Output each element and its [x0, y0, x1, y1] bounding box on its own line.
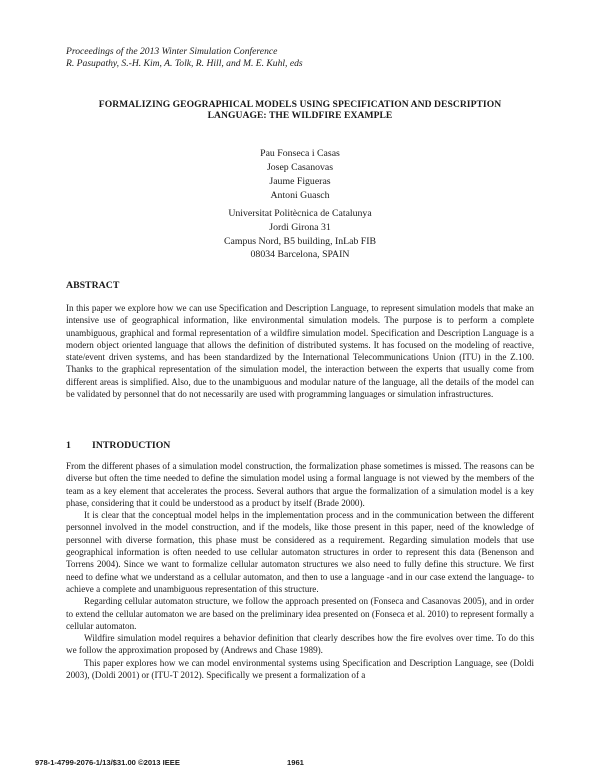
- section-heading-introduction: [66, 440, 170, 451]
- paragraph: Wildfire simulation model requires a behavior definition that clearly describes how the fire evolves over time. To do this we follow the approximation proposed by (Andrews and Chase 1989).: [66, 633, 534, 656]
- proceedings-editors: R. Pasupathy, S.-H. Kim, A. Tolk, R. Hill, and M. E. Kuhl, eds: [66, 57, 303, 69]
- abstract-text: In this paper we explore how we can use Specification and Description Language, to represent simulation models that make an intensive use of geographical information, like environmental simulation models. The purpose is to perform a complete unambiguous, graphical and formal representation of a wildfire simulation model. Specification and Description Language is a modern object oriented language that allows the definition of distributed systems. It has focused on the modeling of reactive, state/event driven systems, and has been standardized by the International Telecommunications Union (ITU) in the Z.100. Thanks to the graphical representation of the simulation model, the interaction between the experts that usually come from different areas is simplified. Also, due to the unambiguous and modular nature of the language, all the details of the model can be validated by personnel that do not necessarily are used with programming languages or simulation infrastructures.: [66, 303, 534, 399]
- proceedings-title: Proceedings of the 2013 Winter Simulation Conference: [66, 46, 278, 57]
- paragraph: From the different phases of a simulation model construction, the formalization phase sometimes is missed. The reasons can be diverse but often the time needed to define the simulation model using a formal language is not viewed by the members of the team as a key element that accelerates the process. Several authors that argue the formalization of a simulation model is a key phase, considering that it could be understood as a product by itself (Brade 2000).: [66, 461, 534, 508]
- author: Josep Casanovas: [266, 161, 334, 173]
- author: Pau Fonseca i Casas: [260, 148, 340, 159]
- affiliation-city: 08034 Barcelona, SPAIN: [250, 249, 350, 261]
- introduction-body: [66, 460, 534, 681]
- paper-title-line-2: LANGUAGE: THE WILDFIRE EXAMPLE: [207, 110, 393, 122]
- affiliation-university: Universitat Politècnica de Catalunya: [228, 208, 372, 219]
- paragraph: This paper explores how we can model environmental systems using Specification and Description Language, see (Doldi 2003), (Doldi 2001) or (ITU-T 2012). Specifically we present a formalization of a: [66, 657, 534, 681]
- paragraph: Regarding cellular automaton structure, we follow the approach presented on (Fonseca and Casanovas 2005), and in order to extend the cellular automaton we are based on the preliminary idea presented on (Fonseca et al. 2010) to represent formally a cellular automaton.: [66, 596, 534, 631]
- abstract-heading: ABSTRACT: [66, 280, 120, 291]
- section-number: 1: [66, 440, 71, 451]
- author-list: [66, 147, 534, 203]
- affiliation: [66, 207, 534, 262]
- author: Antoni Guasch: [270, 189, 330, 201]
- page-number: 1961: [287, 758, 304, 767]
- author: Jaume Figueras: [269, 175, 331, 187]
- affiliation-campus: Campus Nord, B5 building, InLab FIB: [223, 235, 377, 247]
- section-title: INTRODUCTION: [92, 440, 171, 451]
- isbn-copyright: 978-1-4799-2076-1/13/$31.00 ©2013 IEEE: [35, 758, 180, 767]
- paper-title-line-1: FORMALIZING GEOGRAPHICAL MODELS USING SPECIFICATION AND DESCRIPTION: [98, 99, 502, 110]
- proceedings-header: [66, 46, 536, 69]
- paragraph: It is clear that the conceptual model helps in the implementation process and in the communication between the different personnel involved in the model construction, and if the models, like those present in this paper, need of the knowledge of personnel with diverse formation, this phase must be considered as a requirement. Regarding simulation models that use geographical information is often needed to use cellular automaton structures in order to represent this data (Benenson and Torrens 2004). Since we want to formalize cellular automaton structures we also need to fully define this structure. We first need to define what we understand as a cellular automaton, and then to use a language -and in our case extend the language- to achieve a complete and unambiguous representation of this structure.: [66, 510, 534, 594]
- affiliation-street: Jordi Girona 31: [269, 221, 331, 233]
- paper-title: [66, 99, 534, 122]
